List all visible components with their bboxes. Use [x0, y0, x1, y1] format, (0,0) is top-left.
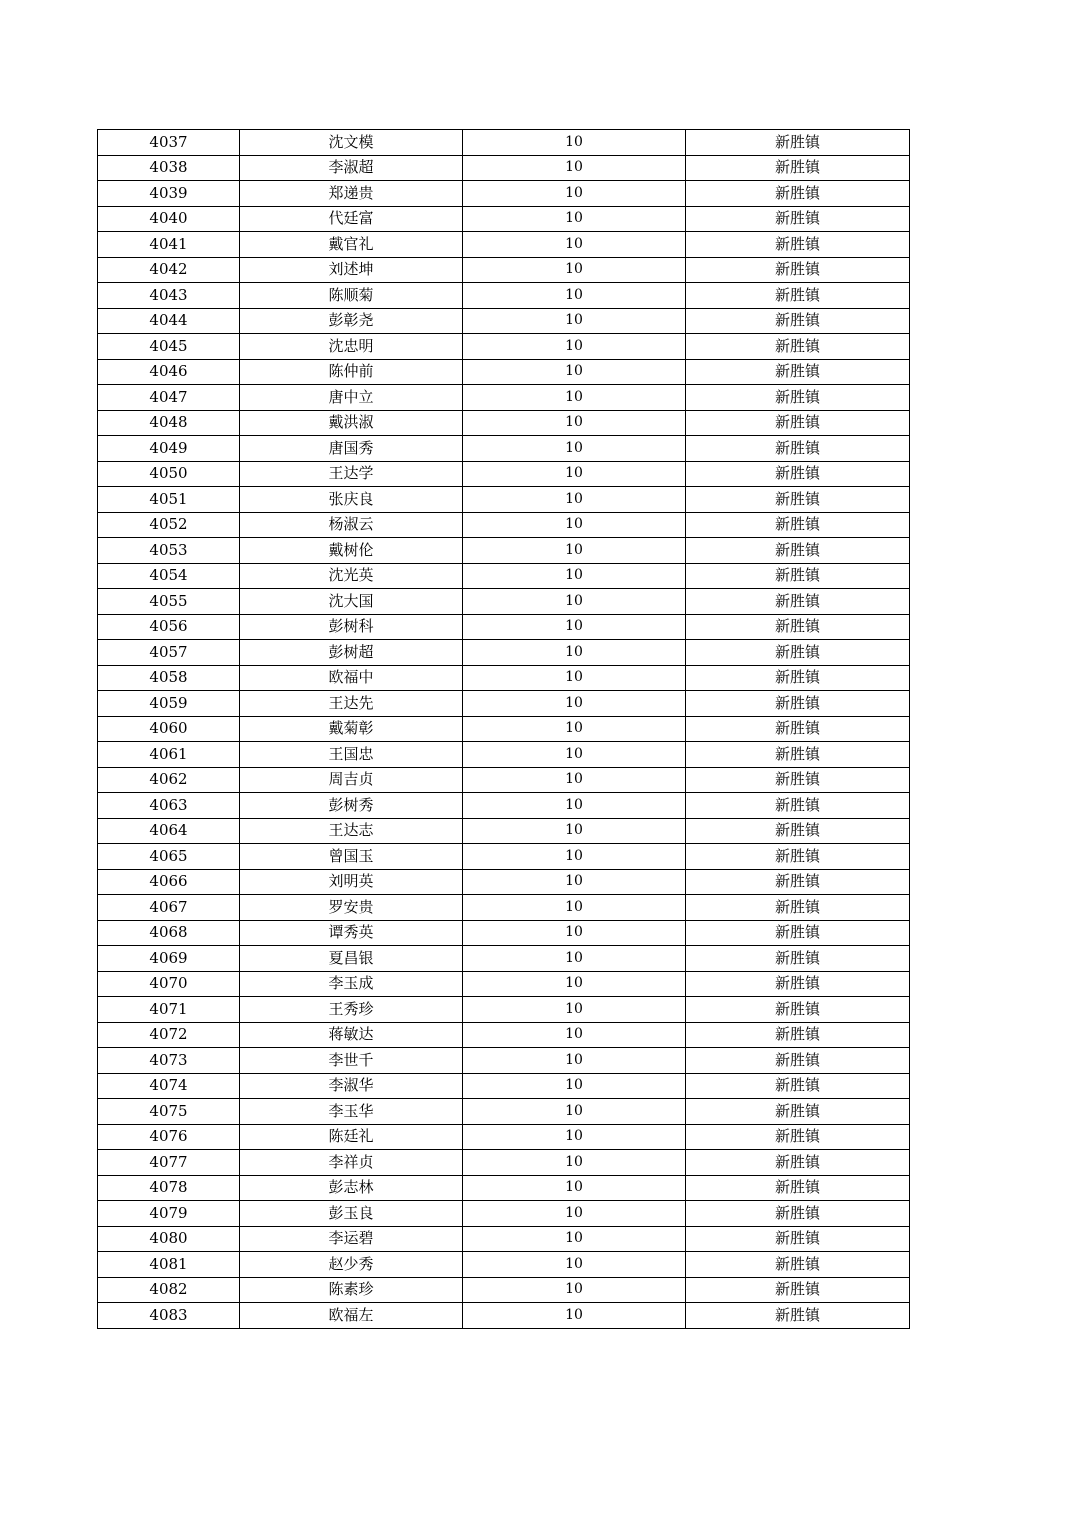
cell-town: 新胜镇	[686, 1150, 910, 1176]
cell-town: 新胜镇	[686, 155, 910, 181]
cell-number: 4061	[98, 742, 240, 768]
table-row	[98, 640, 910, 666]
cell-town: 新胜镇	[686, 665, 910, 691]
cell-town: 新胜镇	[686, 461, 910, 487]
cell-town: 新胜镇	[686, 1048, 910, 1074]
table-row	[98, 614, 910, 640]
cell-number: 4080	[98, 1226, 240, 1252]
cell-name: 代廷富	[240, 206, 463, 232]
cell-amount: 10	[463, 1124, 686, 1150]
cell-number: 4039	[98, 181, 240, 207]
cell-amount: 10	[463, 1073, 686, 1099]
cell-town: 新胜镇	[686, 359, 910, 385]
cell-name: 彭玉良	[240, 1201, 463, 1227]
cell-number: 4058	[98, 665, 240, 691]
cell-town: 新胜镇	[686, 589, 910, 615]
cell-amount: 10	[463, 487, 686, 513]
cell-amount: 10	[463, 767, 686, 793]
cell-town: 新胜镇	[686, 997, 910, 1023]
cell-number: 4054	[98, 563, 240, 589]
cell-amount: 10	[463, 1277, 686, 1303]
cell-amount: 10	[463, 614, 686, 640]
cell-number: 4079	[98, 1201, 240, 1227]
cell-amount: 10	[463, 665, 686, 691]
cell-name: 王达志	[240, 818, 463, 844]
cell-amount: 10	[463, 971, 686, 997]
cell-name: 彭志林	[240, 1175, 463, 1201]
cell-number: 4050	[98, 461, 240, 487]
cell-name: 王达先	[240, 691, 463, 717]
table-row	[98, 1201, 910, 1227]
cell-name: 唐中立	[240, 385, 463, 411]
cell-name: 陈顺菊	[240, 283, 463, 309]
cell-amount: 10	[463, 308, 686, 334]
cell-amount: 10	[463, 436, 686, 462]
cell-number: 4056	[98, 614, 240, 640]
cell-number: 4064	[98, 818, 240, 844]
cell-name: 陈素珍	[240, 1277, 463, 1303]
cell-name: 李淑超	[240, 155, 463, 181]
cell-amount: 10	[463, 1048, 686, 1074]
cell-amount: 10	[463, 793, 686, 819]
cell-number: 4073	[98, 1048, 240, 1074]
cell-amount: 10	[463, 1252, 686, 1278]
table-row	[98, 563, 910, 589]
cell-town: 新胜镇	[686, 869, 910, 895]
cell-number: 4057	[98, 640, 240, 666]
cell-town: 新胜镇	[686, 206, 910, 232]
cell-amount: 10	[463, 283, 686, 309]
cell-town: 新胜镇	[686, 691, 910, 717]
cell-town: 新胜镇	[686, 410, 910, 436]
cell-town: 新胜镇	[686, 308, 910, 334]
cell-town: 新胜镇	[686, 232, 910, 258]
cell-town: 新胜镇	[686, 793, 910, 819]
cell-town: 新胜镇	[686, 844, 910, 870]
cell-number: 4046	[98, 359, 240, 385]
cell-number: 4072	[98, 1022, 240, 1048]
cell-number: 4051	[98, 487, 240, 513]
table-row	[98, 665, 910, 691]
cell-town: 新胜镇	[686, 181, 910, 207]
cell-town: 新胜镇	[686, 538, 910, 564]
cell-name: 欧福左	[240, 1303, 463, 1329]
cell-town: 新胜镇	[686, 512, 910, 538]
table-row	[98, 1303, 910, 1329]
cell-number: 4083	[98, 1303, 240, 1329]
cell-name: 彭树超	[240, 640, 463, 666]
table-row	[98, 716, 910, 742]
cell-town: 新胜镇	[686, 385, 910, 411]
table-row	[98, 767, 910, 793]
cell-town: 新胜镇	[686, 767, 910, 793]
cell-town: 新胜镇	[686, 946, 910, 972]
cell-name: 罗安贵	[240, 895, 463, 921]
cell-town: 新胜镇	[686, 1022, 910, 1048]
cell-amount: 10	[463, 1201, 686, 1227]
cell-name: 李运碧	[240, 1226, 463, 1252]
cell-amount: 10	[463, 1226, 686, 1252]
cell-name: 刘明英	[240, 869, 463, 895]
cell-name: 王达学	[240, 461, 463, 487]
table-row	[98, 410, 910, 436]
table-row	[98, 155, 910, 181]
cell-town: 新胜镇	[686, 971, 910, 997]
table-body	[98, 130, 910, 1329]
cell-name: 赵少秀	[240, 1252, 463, 1278]
cell-amount: 10	[463, 155, 686, 181]
cell-name: 沈忠明	[240, 334, 463, 360]
cell-town: 新胜镇	[686, 487, 910, 513]
cell-town: 新胜镇	[686, 818, 910, 844]
cell-number: 4075	[98, 1099, 240, 1125]
cell-name: 夏昌银	[240, 946, 463, 972]
cell-name: 曾国玉	[240, 844, 463, 870]
cell-town: 新胜镇	[686, 1099, 910, 1125]
cell-number: 4078	[98, 1175, 240, 1201]
table-row	[98, 283, 910, 309]
cell-number: 4067	[98, 895, 240, 921]
cell-town: 新胜镇	[686, 1175, 910, 1201]
cell-number: 4077	[98, 1150, 240, 1176]
cell-name: 戴洪淑	[240, 410, 463, 436]
cell-amount: 10	[463, 920, 686, 946]
cell-number: 4065	[98, 844, 240, 870]
cell-number: 4081	[98, 1252, 240, 1278]
cell-number: 4037	[98, 130, 240, 156]
cell-amount: 10	[463, 461, 686, 487]
table-row	[98, 869, 910, 895]
cell-amount: 10	[463, 257, 686, 283]
cell-amount: 10	[463, 844, 686, 870]
cell-amount: 10	[463, 232, 686, 258]
table-row	[98, 1048, 910, 1074]
cell-number: 4041	[98, 232, 240, 258]
table-row	[98, 257, 910, 283]
table-row	[98, 920, 910, 946]
cell-town: 新胜镇	[686, 1124, 910, 1150]
cell-amount: 10	[463, 385, 686, 411]
cell-number: 4045	[98, 334, 240, 360]
cell-amount: 10	[463, 742, 686, 768]
cell-name: 李祥贞	[240, 1150, 463, 1176]
cell-name: 张庆良	[240, 487, 463, 513]
cell-amount: 10	[463, 589, 686, 615]
cell-amount: 10	[463, 818, 686, 844]
table-row	[98, 512, 910, 538]
cell-name: 李玉成	[240, 971, 463, 997]
cell-town: 新胜镇	[686, 436, 910, 462]
table-row	[98, 487, 910, 513]
cell-amount: 10	[463, 997, 686, 1023]
cell-town: 新胜镇	[686, 1073, 910, 1099]
cell-name: 彭彰尧	[240, 308, 463, 334]
table-row	[98, 589, 910, 615]
cell-number: 4038	[98, 155, 240, 181]
cell-name: 戴官礼	[240, 232, 463, 258]
cell-number: 4048	[98, 410, 240, 436]
cell-number: 4082	[98, 1277, 240, 1303]
cell-town: 新胜镇	[686, 283, 910, 309]
table-row	[98, 1124, 910, 1150]
cell-name: 李淑华	[240, 1073, 463, 1099]
cell-number: 4070	[98, 971, 240, 997]
cell-number: 4068	[98, 920, 240, 946]
cell-amount: 10	[463, 691, 686, 717]
table-row	[98, 971, 910, 997]
cell-name: 杨淑云	[240, 512, 463, 538]
cell-number: 4060	[98, 716, 240, 742]
cell-name: 谭秀英	[240, 920, 463, 946]
table-row	[98, 436, 910, 462]
cell-name: 彭树科	[240, 614, 463, 640]
cell-town: 新胜镇	[686, 920, 910, 946]
cell-town: 新胜镇	[686, 1201, 910, 1227]
cell-number: 4047	[98, 385, 240, 411]
cell-number: 4069	[98, 946, 240, 972]
cell-number: 4074	[98, 1073, 240, 1099]
cell-name: 王国忠	[240, 742, 463, 768]
table-row	[98, 946, 910, 972]
cell-amount: 10	[463, 1099, 686, 1125]
cell-town: 新胜镇	[686, 257, 910, 283]
cell-number: 4076	[98, 1124, 240, 1150]
table-row	[98, 895, 910, 921]
cell-name: 李世千	[240, 1048, 463, 1074]
table-row	[98, 130, 910, 156]
cell-town: 新胜镇	[686, 640, 910, 666]
cell-name: 李玉华	[240, 1099, 463, 1125]
table-row	[98, 793, 910, 819]
cell-amount: 10	[463, 512, 686, 538]
table-row	[98, 1226, 910, 1252]
table-row	[98, 308, 910, 334]
table-row	[98, 1073, 910, 1099]
cell-number: 4059	[98, 691, 240, 717]
cell-town: 新胜镇	[686, 614, 910, 640]
cell-name: 陈廷礼	[240, 1124, 463, 1150]
table-row	[98, 742, 910, 768]
cell-name: 沈文模	[240, 130, 463, 156]
cell-name: 戴树伦	[240, 538, 463, 564]
cell-name: 沈大国	[240, 589, 463, 615]
cell-amount: 10	[463, 946, 686, 972]
table-row	[98, 1022, 910, 1048]
table-row	[98, 1150, 910, 1176]
cell-name: 戴菊彰	[240, 716, 463, 742]
cell-amount: 10	[463, 1175, 686, 1201]
cell-town: 新胜镇	[686, 742, 910, 768]
cell-amount: 10	[463, 716, 686, 742]
cell-amount: 10	[463, 359, 686, 385]
data-table	[97, 129, 910, 1329]
cell-amount: 10	[463, 869, 686, 895]
cell-amount: 10	[463, 1303, 686, 1329]
table-row	[98, 1175, 910, 1201]
cell-name: 彭树秀	[240, 793, 463, 819]
table-row	[98, 691, 910, 717]
cell-name: 周吉贞	[240, 767, 463, 793]
table-row	[98, 206, 910, 232]
cell-amount: 10	[463, 181, 686, 207]
table-row	[98, 181, 910, 207]
cell-town: 新胜镇	[686, 1226, 910, 1252]
cell-number: 4042	[98, 257, 240, 283]
cell-name: 唐国秀	[240, 436, 463, 462]
cell-amount: 10	[463, 895, 686, 921]
cell-name: 刘述坤	[240, 257, 463, 283]
cell-town: 新胜镇	[686, 1277, 910, 1303]
cell-amount: 10	[463, 538, 686, 564]
cell-number: 4043	[98, 283, 240, 309]
cell-amount: 10	[463, 1150, 686, 1176]
cell-number: 4066	[98, 869, 240, 895]
cell-name: 郑递贵	[240, 181, 463, 207]
table-row	[98, 385, 910, 411]
table-row	[98, 844, 910, 870]
cell-amount: 10	[463, 334, 686, 360]
cell-number: 4044	[98, 308, 240, 334]
cell-name: 蒋敏达	[240, 1022, 463, 1048]
cell-town: 新胜镇	[686, 563, 910, 589]
cell-number: 4062	[98, 767, 240, 793]
cell-town: 新胜镇	[686, 895, 910, 921]
cell-town: 新胜镇	[686, 1252, 910, 1278]
cell-amount: 10	[463, 640, 686, 666]
table-row	[98, 1252, 910, 1278]
cell-town: 新胜镇	[686, 716, 910, 742]
table-row	[98, 1277, 910, 1303]
cell-number: 4040	[98, 206, 240, 232]
cell-amount: 10	[463, 1022, 686, 1048]
table-row	[98, 538, 910, 564]
cell-number: 4053	[98, 538, 240, 564]
cell-town: 新胜镇	[686, 334, 910, 360]
cell-amount: 10	[463, 130, 686, 156]
table-row	[98, 232, 910, 258]
table-row	[98, 461, 910, 487]
cell-number: 4071	[98, 997, 240, 1023]
cell-amount: 10	[463, 410, 686, 436]
cell-amount: 10	[463, 563, 686, 589]
cell-name: 沈光英	[240, 563, 463, 589]
cell-number: 4049	[98, 436, 240, 462]
cell-town: 新胜镇	[686, 1303, 910, 1329]
table-row	[98, 818, 910, 844]
cell-town: 新胜镇	[686, 130, 910, 156]
cell-name: 王秀珍	[240, 997, 463, 1023]
cell-number: 4055	[98, 589, 240, 615]
table-row	[98, 334, 910, 360]
table-row	[98, 359, 910, 385]
table-row	[98, 1099, 910, 1125]
table-row	[98, 997, 910, 1023]
cell-name: 陈仲前	[240, 359, 463, 385]
cell-amount: 10	[463, 206, 686, 232]
cell-number: 4052	[98, 512, 240, 538]
cell-number: 4063	[98, 793, 240, 819]
cell-name: 欧福中	[240, 665, 463, 691]
